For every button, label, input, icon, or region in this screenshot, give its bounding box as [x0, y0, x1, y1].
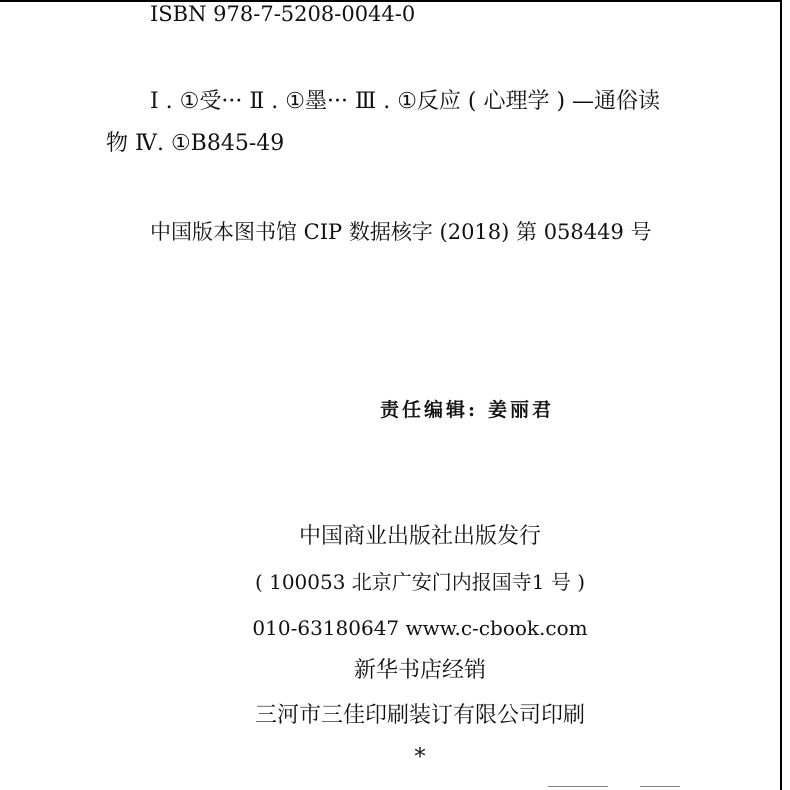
scan-speck: [640, 786, 680, 787]
classification-line-1: Ⅰ . ①受··· Ⅱ . ①墨··· Ⅲ . ①反应 ( 心理学 ) —通俗读: [150, 89, 661, 114]
editor-label: 责任编辑:: [380, 399, 479, 421]
scan-speck: [548, 786, 608, 787]
distributor-line: 新华书店经销: [353, 658, 486, 683]
printer-line: 三河市三佳印刷装订有限公司印刷: [254, 703, 585, 728]
publisher-contact: 010-63180647 www.c-cbook.com: [252, 616, 588, 640]
cip-record-line: 中国版本图书馆 CIP 数据核字 (2018) 第 058449 号: [150, 220, 652, 244]
isbn-line: ISBN 978-7-5208-0044-0: [150, 2, 416, 26]
publisher-line: 中国商业出版社出版发行: [298, 524, 541, 549]
page-right-border: [780, 0, 782, 790]
classification-line-2: 物 Ⅳ. ①B845-49: [106, 131, 285, 156]
editor-name: 姜丽君: [488, 399, 555, 421]
publisher-address: ( 100053 北京广安门内报国寺1 号 ): [254, 570, 586, 594]
separator-asterisk: *: [414, 745, 426, 770]
responsible-editor: [380, 396, 554, 424]
